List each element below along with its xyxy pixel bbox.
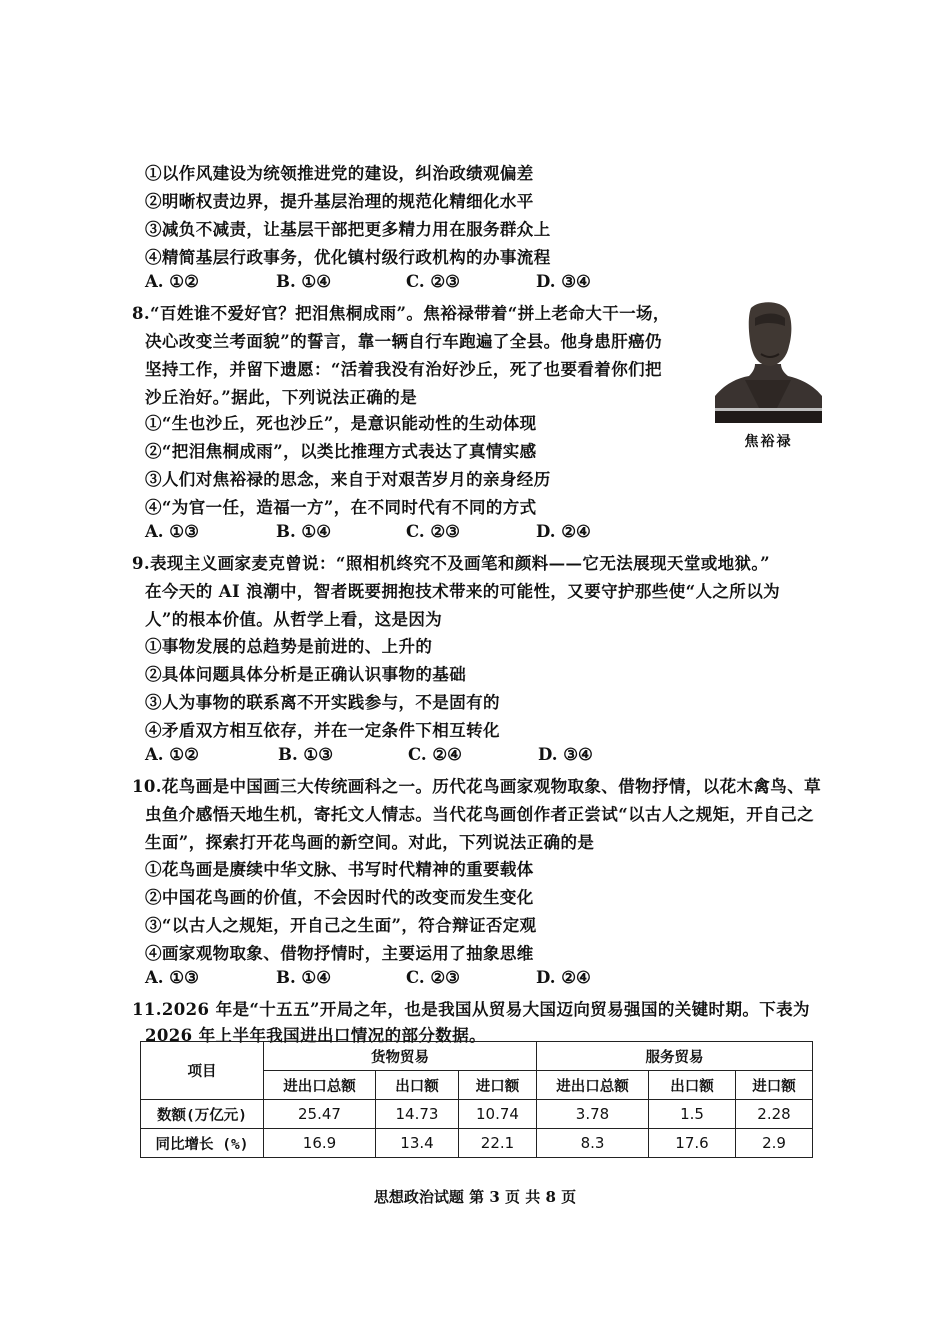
table-cell: 25.47 <box>264 1100 376 1129</box>
subheader-cell: 出口额 <box>376 1071 459 1100</box>
q10-option-a: A. ①③ <box>145 968 199 987</box>
q8-option-d: D. ②④ <box>536 522 591 541</box>
q7-statement-1: ①以作风建设为统领推进党的建设，纠治政绩观偏差 <box>145 164 534 183</box>
jiao-yulu-portrait <box>715 298 822 450</box>
q9-options <box>145 745 593 764</box>
subheader-cell: 进口额 <box>736 1071 813 1100</box>
q7-statement-4: ④精简基层行政事务，优化镇村级行政机构的办事流程 <box>145 248 551 267</box>
q10-statement-3: ③“以古人之规矩，开自己之生面”，符合辩证否定观 <box>145 916 537 935</box>
q9-option-b: B. ①③ <box>278 745 334 764</box>
q10-statement-4: ④画家观物取象、借物抒情时，主要运用了抽象思维 <box>145 944 534 963</box>
q7-options <box>145 272 591 291</box>
q7-option-a: A. ①② <box>145 272 199 291</box>
goods-trade-header: 货物贸易 <box>264 1042 537 1071</box>
table-cell: 3.78 <box>537 1100 649 1129</box>
table-cell: 8.3 <box>537 1129 649 1158</box>
subheader-cell: 进出口总额 <box>537 1071 649 1100</box>
q9-stem-1: 9.表现主义画家麦克曾说：“照相机终究不及画笔和颜料——它无法展现天堂或地狱。” <box>132 554 770 573</box>
q8-stem-3: 坚持工作，并留下遗愿：“活着我没有治好沙丘，死了也要看着你们把 <box>145 360 662 379</box>
q10-stem-3: 生面”，探索打开花鸟画的新空间。对此，下列说法正确的是 <box>145 833 595 852</box>
subheader-cell: 出口额 <box>649 1071 736 1100</box>
q10-stem-1: 10.花鸟画是中国画三大传统画科之一。历代花鸟画家观物取象、借物抒情，以花木禽鸟、草 <box>132 777 822 796</box>
table-cell: 1.5 <box>649 1100 736 1129</box>
q8-stem-2: 决心改变兰考面貌”的誓言，靠一辆自行车跑遍了全县。他身患肝癌仍 <box>145 332 662 351</box>
q8-option-c: C. ②③ <box>406 522 460 541</box>
item-header-cell: 项目 <box>141 1042 264 1100</box>
page-footer: 思想政治试题 第 3 页 共 8 页 <box>373 1188 577 1206</box>
q11-stem-1: 11.2026 年是“十五五”开局之年，也是我国从贸易大国迈向贸易强国的关键时期。下表为 <box>132 1000 810 1019</box>
q11-stem-2: 2026 年上半年我国进出口情况的部分数据。 <box>145 1026 486 1045</box>
q10-options <box>145 968 591 987</box>
q9-statement-4: ④矛盾双方相互依存，并在一定条件下相互转化 <box>145 721 500 740</box>
row-label: 同比增长 (%) <box>141 1129 264 1158</box>
table-cell: 2.9 <box>736 1129 813 1158</box>
q8-stem-1: 8.“百姓谁不爱好官？把泪焦桐成雨”。焦裕禄带着“拼上老命大干一场， <box>132 304 670 323</box>
q8-statement-4: ④“为官一任，造福一方”，在不同时代有不同的方式 <box>145 498 537 517</box>
table-row <box>141 1100 813 1129</box>
table-cell: 10.74 <box>459 1100 537 1129</box>
q8-stem-4: 沙丘治好。”据此，下列说法正确的是 <box>145 388 418 407</box>
q8-statement-3: ③人们对焦裕禄的思念，来自于对艰苦岁月的亲身经历 <box>145 470 551 489</box>
q7-statement-2: ②明晰权责边界，提升基层治理的规范化精细化水平 <box>145 192 534 211</box>
q10-option-b: B. ①④ <box>276 968 332 987</box>
q9-option-a: A. ①② <box>145 745 199 764</box>
q8-option-a: A. ①③ <box>145 522 199 541</box>
q9-stem-2: 在今天的 AI 浪潮中，智者既要拥抱技术带来的可能性，又要守护那些使“人之所以为 <box>145 582 780 601</box>
q10-statement-1: ①花鸟画是赓续中华文脉、书写时代精神的重要载体 <box>145 860 534 879</box>
q8-options <box>145 522 591 541</box>
subheader-cell: 进出口总额 <box>264 1071 376 1100</box>
q7-option-b: B. ①④ <box>276 272 332 291</box>
q10-stem-2: 虫鱼介感悟天地生机，寄托文人情志。当代花鸟画创作者正尝试“以古人之规矩，开自己之 <box>145 805 814 824</box>
table-row <box>141 1129 813 1158</box>
table-cell: 22.1 <box>459 1129 537 1158</box>
q9-statement-2: ②具体问题具体分析是正确认识事物的基础 <box>145 665 467 684</box>
q10-statement-2: ②中国花鸟画的价值，不会因时代的改变而发生变化 <box>145 888 534 907</box>
table-cell: 13.4 <box>376 1129 459 1158</box>
table-header-row <box>141 1042 813 1071</box>
services-trade-header: 服务贸易 <box>537 1042 813 1071</box>
q9-statement-1: ①事物发展的总趋势是前进的、上升的 <box>145 637 433 656</box>
table-cell: 2.28 <box>736 1100 813 1129</box>
table-cell: 16.9 <box>264 1129 376 1158</box>
table-cell: 14.73 <box>376 1100 459 1129</box>
q9-option-d: D. ③④ <box>538 745 593 764</box>
q7-option-d: D. ③④ <box>536 272 591 291</box>
q9-statement-3: ③人为事物的联系离不开实践参与，不是固有的 <box>145 693 500 712</box>
q8-statement-1: ①“生也沙丘，死也沙丘”，是意识能动性的生动体现 <box>145 414 537 433</box>
q7-option-c: C. ②③ <box>406 272 460 291</box>
q7-statement-3: ③减负不减责，让基层干部把更多精力用在服务群众上 <box>145 220 551 239</box>
subheader-cell: 进口额 <box>459 1071 537 1100</box>
trade-data-table <box>140 1041 813 1158</box>
q9-stem-3: 人”的根本价值。从哲学上看，这是因为 <box>145 610 443 629</box>
q8-option-b: B. ①④ <box>276 522 332 541</box>
row-label: 数额(万亿元) <box>141 1100 264 1129</box>
bust-statue-image <box>715 298 822 423</box>
q10-option-c: C. ②③ <box>406 968 460 987</box>
q10-option-d: D. ②④ <box>536 968 591 987</box>
q8-statement-2: ②“把泪焦桐成雨”，以类比推理方式表达了真情实感 <box>145 442 537 461</box>
table-cell: 17.6 <box>649 1129 736 1158</box>
q9-option-c: C. ②④ <box>408 745 462 764</box>
portrait-caption: 焦裕禄 <box>744 434 793 450</box>
